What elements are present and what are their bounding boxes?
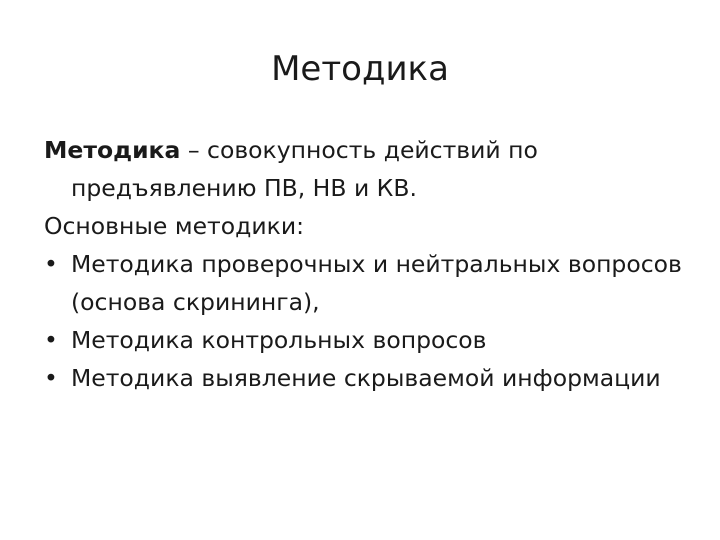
list-item: [44, 321, 684, 359]
bullet-icon: •: [44, 250, 58, 278]
bullet-icon: •: [44, 326, 58, 354]
bullet-icon: •: [44, 364, 58, 392]
definition-text: – совокупность действий по предъявлению ПВ, НВ и КВ.: [71, 136, 538, 202]
list-item: [44, 359, 684, 397]
subheading: Основные методики:: [44, 212, 305, 240]
definition-paragraph: [44, 131, 684, 207]
methods-list: [44, 245, 684, 397]
list-item-text: Методика выявление скрываемой информации: [71, 364, 661, 392]
list-item-text: Методика проверочных и нейтральных вопросов (основа скрининга),: [71, 250, 682, 316]
slide-title: Методика: [271, 49, 449, 89]
list-item: [44, 245, 684, 321]
list-item-text: Методика контрольных вопросов: [71, 326, 487, 354]
slide-body: [44, 131, 684, 397]
definition-term: Методика: [44, 136, 181, 164]
